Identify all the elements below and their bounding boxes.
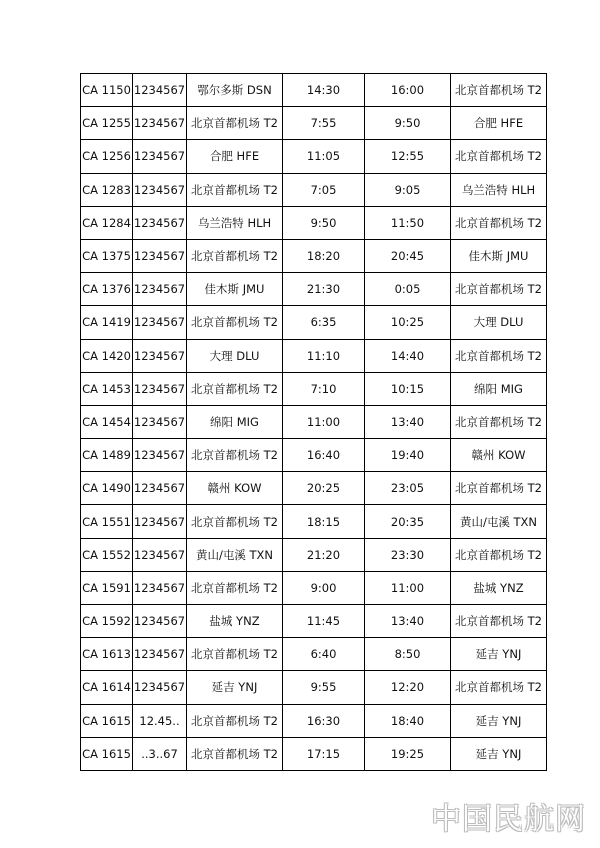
arrival-time-cell: 0:05 (365, 273, 451, 306)
table-row (81, 605, 547, 638)
destination-cell: 北京首都机场 T2 (451, 74, 547, 107)
departure-time-cell: 18:15 (283, 505, 365, 538)
origin-cell: 北京首都机场 T2 (187, 571, 283, 604)
flight-number-cell: CA 1454 (81, 405, 133, 438)
operating-days-cell: 1234567 (133, 372, 187, 405)
origin-cell: 黄山/屯溪 TXN (187, 538, 283, 571)
arrival-time-cell: 12:20 (365, 671, 451, 704)
destination-cell: 合肥 HFE (451, 107, 547, 140)
origin-cell: 鄂尔多斯 DSN (187, 74, 283, 107)
flight-number-cell: CA 1419 (81, 306, 133, 339)
operating-days-cell: 1234567 (133, 339, 187, 372)
destination-cell: 盐城 YNZ (451, 571, 547, 604)
table-row (81, 273, 547, 306)
table-row (81, 206, 547, 239)
destination-cell: 佳木斯 JMU (451, 239, 547, 272)
arrival-time-cell: 19:40 (365, 439, 451, 472)
flight-number-cell: CA 1150 (81, 74, 133, 107)
origin-cell: 绵阳 MIG (187, 405, 283, 438)
destination-cell: 赣州 KOW (451, 439, 547, 472)
arrival-time-cell: 19:25 (365, 737, 451, 770)
departure-time-cell: 21:20 (283, 538, 365, 571)
table-row (81, 671, 547, 704)
schedule-body (81, 74, 547, 771)
flight-number-cell: CA 1420 (81, 339, 133, 372)
operating-days-cell: 1234567 (133, 439, 187, 472)
destination-cell: 绵阳 MIG (451, 372, 547, 405)
watermark-logo: 中国民航网 (431, 802, 586, 837)
destination-cell: 北京首都机场 T2 (451, 273, 547, 306)
operating-days-cell: 1234567 (133, 239, 187, 272)
origin-cell: 北京首都机场 T2 (187, 439, 283, 472)
origin-cell: 赣州 KOW (187, 472, 283, 505)
arrival-time-cell: 23:05 (365, 472, 451, 505)
table-row (81, 140, 547, 173)
operating-days-cell: ..3..67 (133, 737, 187, 770)
origin-cell: 北京首都机场 T2 (187, 306, 283, 339)
departure-time-cell: 16:30 (283, 704, 365, 737)
origin-cell: 北京首都机场 T2 (187, 638, 283, 671)
flight-schedule-table (80, 73, 547, 771)
departure-time-cell: 20:25 (283, 472, 365, 505)
origin-cell: 佳木斯 JMU (187, 273, 283, 306)
flight-number-cell: CA 1551 (81, 505, 133, 538)
origin-cell: 北京首都机场 T2 (187, 737, 283, 770)
flight-number-cell: CA 1614 (81, 671, 133, 704)
operating-days-cell: 1234567 (133, 306, 187, 339)
destination-cell: 延吉 YNJ (451, 638, 547, 671)
destination-cell: 北京首都机场 T2 (451, 605, 547, 638)
table-row (81, 704, 547, 737)
operating-days-cell: 1234567 (133, 405, 187, 438)
operating-days-cell: 1234567 (133, 173, 187, 206)
origin-cell: 北京首都机场 T2 (187, 107, 283, 140)
departure-time-cell: 11:00 (283, 405, 365, 438)
origin-cell: 北京首都机场 T2 (187, 239, 283, 272)
departure-time-cell: 6:40 (283, 638, 365, 671)
destination-cell: 延吉 YNJ (451, 704, 547, 737)
table-row (81, 638, 547, 671)
table-row (81, 505, 547, 538)
origin-cell: 合肥 HFE (187, 140, 283, 173)
flight-number-cell: CA 1615 (81, 704, 133, 737)
operating-days-cell: 1234567 (133, 538, 187, 571)
departure-time-cell: 16:40 (283, 439, 365, 472)
flight-number-cell: CA 1283 (81, 173, 133, 206)
arrival-time-cell: 9:50 (365, 107, 451, 140)
departure-time-cell: 11:10 (283, 339, 365, 372)
flight-number-cell: CA 1613 (81, 638, 133, 671)
operating-days-cell: 1234567 (133, 671, 187, 704)
table-row (81, 239, 547, 272)
arrival-time-cell: 23:30 (365, 538, 451, 571)
destination-cell: 北京首都机场 T2 (451, 472, 547, 505)
operating-days-cell: 1234567 (133, 107, 187, 140)
departure-time-cell: 7:55 (283, 107, 365, 140)
destination-cell: 北京首都机场 T2 (451, 339, 547, 372)
arrival-time-cell: 16:00 (365, 74, 451, 107)
arrival-time-cell: 20:45 (365, 239, 451, 272)
departure-time-cell: 7:05 (283, 173, 365, 206)
departure-time-cell: 14:30 (283, 74, 365, 107)
operating-days-cell: 1234567 (133, 140, 187, 173)
departure-time-cell: 21:30 (283, 273, 365, 306)
flight-number-cell: CA 1255 (81, 107, 133, 140)
origin-cell: 大理 DLU (187, 339, 283, 372)
flight-number-cell: CA 1284 (81, 206, 133, 239)
departure-time-cell: 7:10 (283, 372, 365, 405)
origin-cell: 北京首都机场 T2 (187, 505, 283, 538)
destination-cell: 延吉 YNJ (451, 737, 547, 770)
operating-days-cell: 1234567 (133, 505, 187, 538)
departure-time-cell: 18:20 (283, 239, 365, 272)
departure-time-cell: 6:35 (283, 306, 365, 339)
operating-days-cell: 1234567 (133, 206, 187, 239)
table-row (81, 472, 547, 505)
flight-number-cell: CA 1592 (81, 605, 133, 638)
flight-number-cell: CA 1453 (81, 372, 133, 405)
table-row (81, 339, 547, 372)
arrival-time-cell: 11:00 (365, 571, 451, 604)
destination-cell: 乌兰浩特 HLH (451, 173, 547, 206)
arrival-time-cell: 18:40 (365, 704, 451, 737)
flight-number-cell: CA 1256 (81, 140, 133, 173)
flight-number-cell: CA 1376 (81, 273, 133, 306)
flight-number-cell: CA 1552 (81, 538, 133, 571)
table-row (81, 372, 547, 405)
operating-days-cell: 1234567 (133, 638, 187, 671)
arrival-time-cell: 13:40 (365, 405, 451, 438)
departure-time-cell: 11:05 (283, 140, 365, 173)
destination-cell: 北京首都机场 T2 (451, 206, 547, 239)
arrival-time-cell: 8:50 (365, 638, 451, 671)
table-row (81, 74, 547, 107)
flight-number-cell: CA 1375 (81, 239, 133, 272)
departure-time-cell: 11:45 (283, 605, 365, 638)
destination-cell: 北京首都机场 T2 (451, 140, 547, 173)
flight-number-cell: CA 1489 (81, 439, 133, 472)
table-row (81, 306, 547, 339)
departure-time-cell: 17:15 (283, 737, 365, 770)
departure-time-cell: 9:50 (283, 206, 365, 239)
operating-days-cell: 1234567 (133, 571, 187, 604)
table-row (81, 439, 547, 472)
destination-cell: 北京首都机场 T2 (451, 538, 547, 571)
arrival-time-cell: 20:35 (365, 505, 451, 538)
origin-cell: 北京首都机场 T2 (187, 372, 283, 405)
table-row (81, 173, 547, 206)
destination-cell: 黄山/屯溪 TXN (451, 505, 547, 538)
arrival-time-cell: 12:55 (365, 140, 451, 173)
flight-number-cell: CA 1591 (81, 571, 133, 604)
table-row (81, 538, 547, 571)
arrival-time-cell: 11:50 (365, 206, 451, 239)
destination-cell: 大理 DLU (451, 306, 547, 339)
origin-cell: 北京首都机场 T2 (187, 173, 283, 206)
destination-cell: 北京首都机场 T2 (451, 671, 547, 704)
arrival-time-cell: 10:15 (365, 372, 451, 405)
departure-time-cell: 9:55 (283, 671, 365, 704)
origin-cell: 盐城 YNZ (187, 605, 283, 638)
destination-cell: 北京首都机场 T2 (451, 405, 547, 438)
origin-cell: 北京首都机场 T2 (187, 704, 283, 737)
operating-days-cell: 12.45.. (133, 704, 187, 737)
arrival-time-cell: 14:40 (365, 339, 451, 372)
operating-days-cell: 1234567 (133, 273, 187, 306)
arrival-time-cell: 10:25 (365, 306, 451, 339)
arrival-time-cell: 13:40 (365, 605, 451, 638)
origin-cell: 乌兰浩特 HLH (187, 206, 283, 239)
flight-number-cell: CA 1615 (81, 737, 133, 770)
flight-number-cell: CA 1490 (81, 472, 133, 505)
operating-days-cell: 1234567 (133, 605, 187, 638)
origin-cell: 延吉 YNJ (187, 671, 283, 704)
operating-days-cell: 1234567 (133, 74, 187, 107)
table-row (81, 405, 547, 438)
operating-days-cell: 1234567 (133, 472, 187, 505)
table-row (81, 571, 547, 604)
departure-time-cell: 9:00 (283, 571, 365, 604)
table-row (81, 737, 547, 770)
arrival-time-cell: 9:05 (365, 173, 451, 206)
table-row (81, 107, 547, 140)
